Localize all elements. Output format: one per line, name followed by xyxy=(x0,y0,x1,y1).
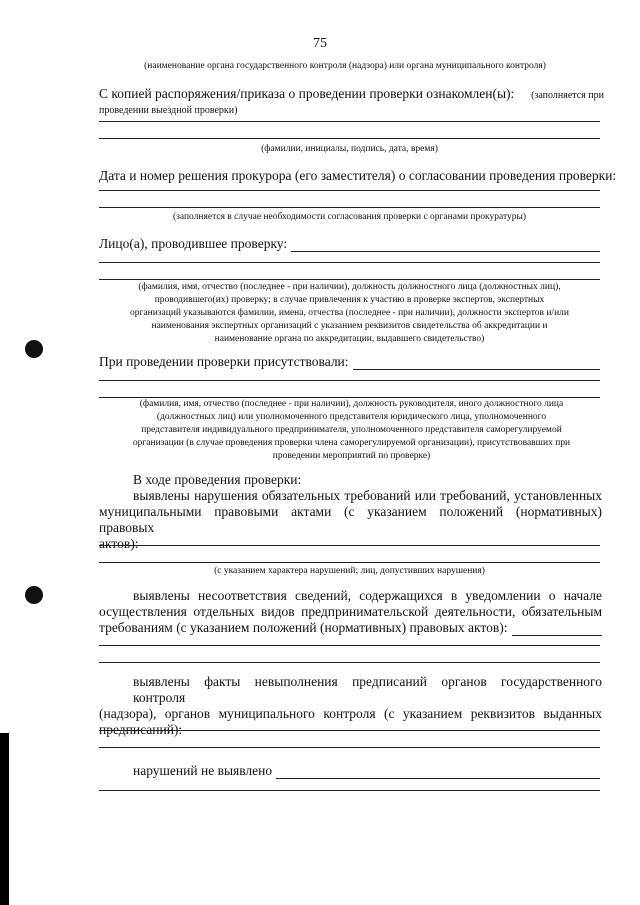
fill-line xyxy=(276,766,600,779)
fill-line xyxy=(99,747,600,748)
caption-line: наименования экспертных организаций с указанием реквизитов свидетельства об аккредитации и xyxy=(151,321,548,331)
violations-text xyxy=(99,488,602,552)
text-line: предписаний): xyxy=(99,722,183,737)
fill-line xyxy=(353,357,600,370)
caption-line: проведении мероприятий по проверке) xyxy=(272,451,431,461)
text-line: муниципальными правовыми актами (с указанием положений (нормативных) правовых xyxy=(99,504,602,535)
fill-line xyxy=(99,730,600,731)
fill-line xyxy=(99,207,600,208)
nonfulfil-text xyxy=(99,674,602,738)
fill-line xyxy=(99,545,600,546)
fill-line xyxy=(99,190,600,191)
punch-hole xyxy=(25,340,43,358)
caption-line: проводившего(их) проверку; в случае привлечения к участию в проверке экспертов, экспертных xyxy=(154,295,545,305)
caption-line: (должностных лиц) или уполномоченного представителя юридического лица, уполномоченного xyxy=(156,412,547,422)
fill-line xyxy=(99,562,600,563)
fill-line xyxy=(99,138,600,139)
none-row xyxy=(133,763,600,779)
caption-line: представителя индивидуального предпринимателя, уполномоченного представителя саморегулируемой xyxy=(141,425,562,435)
findings-intro: В ходе проведения проверки: xyxy=(133,472,302,487)
scan-edge-bar xyxy=(0,733,9,905)
text-line: требованиям (с указанием положений (нормативных) правовых актов): xyxy=(99,620,508,635)
acquaint-caption: (фамилии, инициалы, подпись, дата, время) xyxy=(261,144,438,154)
caption-line: (фамилия, имя, отчество (последнее - при наличии), должность должностного лица (должностных лиц), xyxy=(138,282,561,292)
fill-line xyxy=(512,623,602,636)
fill-line xyxy=(99,662,600,663)
inspector-row xyxy=(99,236,600,252)
present-caption xyxy=(99,398,604,463)
text-line: выявлены нарушения обязательных требований или требований, установленных xyxy=(133,488,602,503)
fill-line xyxy=(291,239,600,252)
prosecutor-caption: (заполняется в случае необходимости согласования проверки с органами прокуратуры) xyxy=(172,212,527,222)
fill-line xyxy=(99,262,600,263)
fill-line xyxy=(99,790,600,791)
fill-line xyxy=(99,121,600,122)
acquaint-block xyxy=(99,86,604,118)
prosecutor-label: Дата и номер решения прокурора (его заместителя) о согласовании проведения проверки: xyxy=(99,168,617,183)
text-line: (надзора), органов муниципального контроля (с указанием реквизитов выданных xyxy=(99,706,602,721)
inspector-label: Лицо(а), проводившее проверку: xyxy=(99,236,288,251)
fill-line xyxy=(99,279,600,280)
text-line: актов): xyxy=(99,536,139,551)
acquaint-note-a: (заполняется при xyxy=(531,90,604,101)
text-line: выявлены факты невыполнения предписаний органов государственного контроля xyxy=(133,674,602,705)
mismatch-text xyxy=(99,588,602,636)
mismatch-last-row xyxy=(99,620,602,636)
text-line: выявлены несоответствия сведений, содержащихся в уведомлении о начале xyxy=(133,588,602,603)
fill-line xyxy=(99,645,600,646)
caption-line: наименование органа по аккредитации, выдавшего свидетельство) xyxy=(214,334,485,344)
acquaint-note-b: проведении выездной проверки) xyxy=(99,105,238,116)
violations-caption: (с указанием характера нарушений; лиц, допустивших нарушения) xyxy=(214,566,485,576)
caption-line: (фамилия, имя, отчество (последнее - при наличии), должность руководителя, иного должностного лица xyxy=(139,399,564,409)
fill-line xyxy=(99,380,600,381)
caption-line: организации (в случае проведения проверки члена саморегулируемой организации), присутствовавших при xyxy=(132,438,571,448)
inspector-caption xyxy=(99,281,600,346)
present-row xyxy=(99,354,600,370)
acquaint-label: С копией распоряжения/приказа о проведении проверки ознакомлен(ы): xyxy=(99,86,515,101)
none-label: нарушений не выявлено xyxy=(133,763,273,778)
punch-hole xyxy=(25,586,43,604)
present-label: При проведении проверки присутствовали: xyxy=(99,354,349,369)
page-number: 75 xyxy=(313,36,327,51)
header-caption: (наименование органа государственного контроля (надзора) или органа муниципального контроля) xyxy=(144,61,546,71)
caption-line: организаций указываются фамилии, имена, отчества (последнее - при наличии), должности экспертов и/или xyxy=(130,308,569,318)
text-line: осуществления отдельных видов предпринимательской деятельности, обязательным xyxy=(99,604,602,619)
